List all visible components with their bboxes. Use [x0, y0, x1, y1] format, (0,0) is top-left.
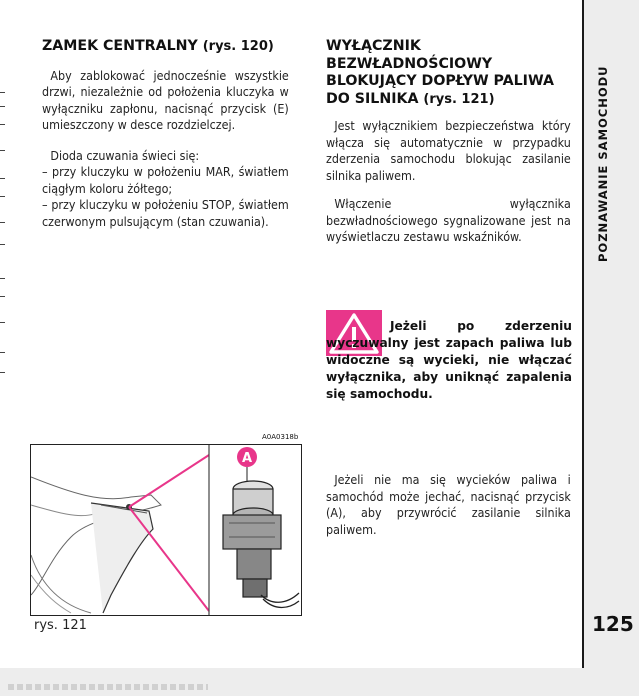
inertia-switch-heading: [326, 38, 572, 108]
left-bleed-marks: [0, 0, 8, 420]
figure-caption: rys. 121: [34, 618, 87, 633]
inertia-switch-heading-text: WYŁĄCZNIK BEZWŁADNOŚCIOWY BLOKUJĄCY DOPŁYW PALIWA DO SILNIKA: [326, 38, 554, 107]
figure-121: [30, 444, 302, 616]
warning-text: Jeżeli po zderzeniu wyczuwalny jest zapach paliwa lub widoczne są wycieki, nie włączać wyłącznika, aby uniknąć zapalenia się samochodu.: [326, 319, 572, 402]
central-lock-heading-ref: (rys. 120): [202, 39, 274, 54]
figure-code: A0A0318b: [262, 433, 299, 441]
restore-fuel-block: [326, 472, 572, 538]
central-lock-heading-text: ZAMEK CENTRALNY: [42, 38, 198, 54]
page-number: 125: [592, 612, 634, 636]
central-lock-heading: [42, 38, 290, 56]
indicator-mar-item: – przy kluczyku w położeniu MAR, światłem ciągłym koloru żółtego;: [42, 165, 289, 196]
callout-a-label: A: [241, 451, 253, 466]
restore-fuel-paragraph: Jeżeli nie ma się wycieków paliwa i samochód może jechać, nacisnąć przycisk (A), aby przywrócić zasilanie silnika paliwem.: [326, 473, 571, 537]
page-edge-bottom: [0, 668, 639, 696]
indicator-stop-item: – przy kluczyku w położeniu STOP, światłem czerwonym pulsującym (stan czuwania).: [42, 198, 289, 229]
inertia-switch-paragraph-2: Włączenie wyłącznika bezwładnościowego sygnalizowane jest na wyświetlaczu zestawu wskaźników.: [326, 197, 571, 244]
right-column: [326, 38, 572, 246]
central-lock-paragraph: Aby zablokować jednocześnie wszystkie drzwi, niezależnie od położenia kluczyka w wyłączniku zapłonu, nacisnąć przycisk (E) umieszczony w desce rozdzielczej.: [42, 68, 289, 132]
left-column: [42, 38, 290, 230]
inertia-switch-heading-ref: (rys. 121): [423, 91, 495, 107]
page-edge-line: [582, 0, 584, 668]
bottom-bleed-text: [8, 684, 208, 690]
inertia-switch-illustration: [31, 445, 301, 615]
page-edge-right: [584, 0, 639, 696]
indicator-paragraph: Dioda czuwania świeci się:: [50, 148, 200, 163]
section-side-label: POZNAWANIE SAMOCHODU: [596, 65, 610, 262]
inertia-switch-paragraph-1: Jest wyłącznikiem bezpieczeństwa który włącza się automatycznie w przypadku zderzenia samochodu blokując zasilanie silnika paliwem.: [326, 119, 571, 183]
